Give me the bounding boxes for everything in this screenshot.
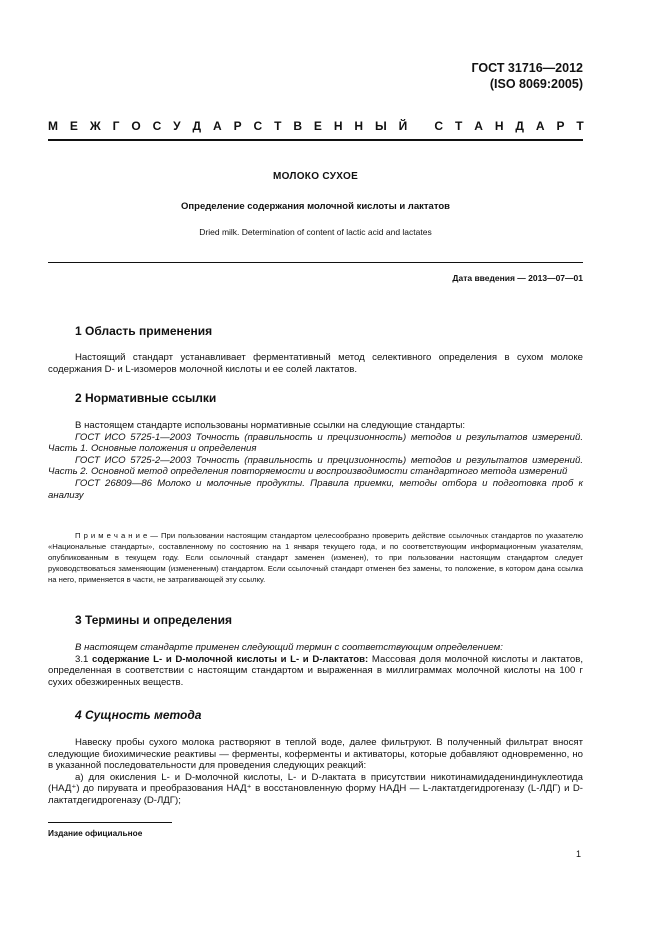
banner-gap	[419, 119, 422, 133]
banner-letter: Е	[313, 119, 322, 133]
section-1-text: Настоящий стандарт устанавливает ферментативный метод селективного определения в сухом молоке содержания D- и L-изомеров молочной кислоты и ее солей лактатов.	[48, 352, 583, 375]
banner-letter: Г	[112, 119, 120, 133]
banner-letter: Т	[576, 119, 584, 133]
method-item-a: а) для окисления L- и D-молочной кислоты, L- и D-лактата в присутствии никотинамидадениндинуклеотида (НАД⁺) до пирувата и преобразования НАД⁺ в восстановленную форму НАДН — L-лактатдегидрогеназу (L-ЛДГ) и D-лактатдегидрогеназу (D-ЛДГ);	[48, 771, 583, 806]
page-number: 1	[575, 849, 581, 859]
term-name: содержание L- и D-молочной кислоты и L- и D-лактатов:	[91, 653, 369, 665]
banner-letter: С	[152, 119, 162, 133]
edition-label: Издание официальное	[48, 828, 143, 838]
banner-letter: В	[293, 119, 302, 133]
banner-letter: Р	[233, 119, 242, 133]
banner-letter: Т	[274, 119, 282, 133]
gost-number: ГОСТ 31716—2012	[471, 61, 583, 75]
footer-rule	[48, 822, 172, 823]
banner-letter: Е	[69, 119, 78, 133]
section-2-heading: 2 Нормативные ссылки	[75, 391, 217, 405]
banner-letter: Н	[494, 119, 504, 133]
section-3-heading: 3 Термины и определения	[75, 613, 233, 627]
banner-letter: А	[212, 119, 222, 133]
banner-letter: Д	[192, 119, 202, 133]
banner-letter: Д	[515, 119, 524, 133]
note-label: П р и м е ч а н и е —	[75, 531, 158, 540]
title-rule	[48, 262, 583, 263]
note	[48, 530, 583, 585]
banner-letter: Ы	[374, 119, 387, 133]
document-subtitle: Определение содержания молочной кислоты и лактатов	[181, 201, 450, 212]
section-1-paragraph	[48, 352, 583, 375]
reference-1: ГОСТ ИСО 5725-1—2003 Точность (правильность и прецизионность) методов и результатов измерений. Часть 1. Основные положения и определения	[48, 431, 583, 455]
term-definition: Массовая доля молочной кислоты и лактатов, определенная в соответствии с настоящим стандартом и выраженная в миллиграммах молочной кислоты на 100 г сухих обезжиренных веществ.	[48, 653, 583, 688]
banner-letter: Н	[333, 119, 343, 133]
banner-letter: Й	[398, 119, 408, 133]
introduction-date: Дата введения — 2013—07—01	[452, 273, 583, 283]
banner-letter: А	[474, 119, 483, 133]
banner-letter: У	[173, 119, 181, 133]
document-designation	[471, 60, 583, 92]
banner-letter: Н	[354, 119, 364, 133]
banner-letter: О	[131, 119, 141, 133]
refs-intro: В настоящем стандарте использованы нормативные ссылки на следующие стандарты:	[75, 420, 466, 431]
reference-3: ГОСТ 26809—86 Молоко и молочные продукты. Правила приемки, методы отбора и подготовка проб к анализу	[48, 477, 583, 501]
banner-letter: Т	[454, 119, 463, 133]
banner-letter: С	[253, 119, 263, 133]
method-paragraph: Навеску пробы сухого молока растворяют в теплой воде, далее фильтруют. В полученный фильтрат вносят следующие биохимические реактивы — ферменты, коферменты и активаторы, которые добавляют одновременно, но в указанной последовательности для проведения следующих реакций:	[48, 737, 583, 772]
section-4-heading: 4 Сущность метода	[75, 708, 202, 722]
english-title: Dried milk. Determination of content of lactic acid and lactates	[199, 227, 432, 237]
section-1-heading: 1 Область применения	[75, 324, 213, 338]
interstate-standard-banner	[48, 119, 584, 133]
banner-letter: Ж	[89, 119, 101, 133]
iso-number: (ISO 8069:2005)	[489, 77, 583, 91]
banner-letter: Р	[556, 119, 565, 133]
term-number: 3.1	[75, 653, 89, 665]
section-2-body	[48, 420, 583, 501]
document-title: МОЛОКО СУХОЕ	[272, 171, 359, 182]
section-4-body	[48, 737, 583, 807]
banner-letter: А	[535, 119, 545, 133]
top-rule	[48, 139, 583, 141]
terms-intro: В настоящем стандарте применен следующий термин с соответствующим определением:	[75, 642, 503, 653]
banner-letter: М	[48, 119, 58, 133]
banner-letter: С	[434, 119, 444, 133]
reference-2: ГОСТ ИСО 5725-2—2003 Точность (правильность и прецизионность) методов и результатов измерений. Часть 2. Основной метод определения повторяемости и воспроизводимости стандартного метода измерений	[48, 454, 583, 478]
section-3-body	[48, 642, 583, 688]
note-text: При пользовании настоящим стандартом целесообразно проверить действие ссылочных стандартов по указателю «Национальные стандарты», составленному по состоянию на 1 января текущего года, и по соответствующим информационным указателям, опубликованным в текущем году. Если ссылочный стандарт заменен (изменен), то при пользовании настоящим стандартом следует руководствоваться заменяющим (измененным) стандартом. Если ссылочный стандарт отменен без замены, то положение, в котором дана ссылка на него, применяется в части, не затрагивающей эту ссылку.	[48, 531, 583, 584]
